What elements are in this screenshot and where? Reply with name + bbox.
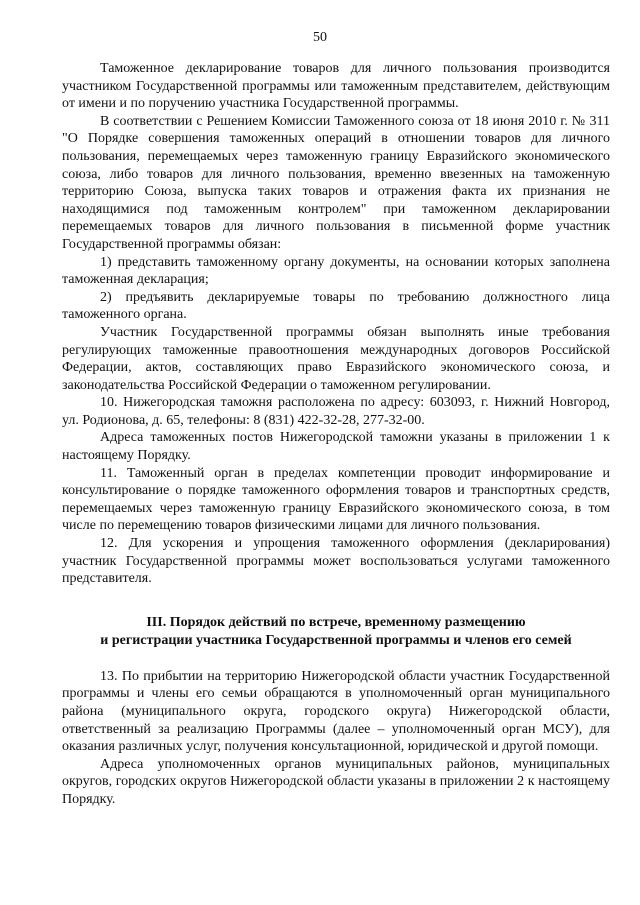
paragraph-other-requirements: Участник Государственной программы обязан выполнять иные требования регулирующих таможенные правоотношения международных договоров Российской Федерации, актов, составляющих право Евразийского экономического союза, и законодательства Российской Федерации о таможенном регулировании.	[62, 324, 610, 393]
paragraph-obligation-1: 1) представить таможенному органу документы, на основании которых заполнена таможенная декларация;	[62, 254, 610, 288]
section-heading-line-2: и регистрации участника Государственной программы и членов его семей	[100, 632, 572, 648]
page-number: 50	[313, 30, 327, 45]
paragraph-item-12: 12. Для ускорения и упрощения таможенного оформления (декларирования) участник Государственной программы может воспользоваться услугами таможенного представителя.	[62, 536, 610, 587]
paragraph-authorized-bodies: Адреса уполномоченных органов муниципальных районов, муниципальных округов, городских округов Нижегородской области указаны в приложении 2 к настоящему Порядку.	[62, 756, 610, 807]
paragraph-obligation-2: 2) предъявить декларируемые товары по требованию должностного лица таможенного органа.	[62, 289, 610, 323]
paragraph-customs-declaration: Таможенное декларирование товаров для личного пользования производится участником Государственной программы или таможенным представителем, действующим от имени и по поручению участника Государственной программы.	[62, 61, 610, 112]
section-heading-line-1: III. Порядок действий по встрече, временному размещению	[146, 614, 526, 630]
section-heading	[62, 614, 610, 650]
paragraph-customs-posts: Адреса таможенных постов Нижегородской таможни указаны в приложении 1 к настоящему Порядку.	[62, 430, 610, 464]
paragraph-commission-decision: В соответствии с Решением Комиссии Таможенного союза от 18 июня 2010 г. № 311 "О Порядке совершения таможенных операций в отношении товаров для личного пользования, перемещаемых через таможенную границу Евразийского экономического союза, либо товаров для личного пользования, временно ввезенных на таможенную территорию Союза, выпуска таких товаров и отражения факта их признания не находящимися под таможенным контролем" при таможенном декларировании перемещаемых товаров для личного пользования в письменной форме участник Государственной программы обязан:	[62, 113, 610, 252]
paragraph-item-13: 13. По прибытии на территорию Нижегородской области участник Государственной программы и члены его семьи обращаются в уполномоченный орган муниципального района (муниципального округа, городского округа) Нижегородской области, ответственный за реализацию Программы (далее – уполномоченный орган МСУ), для оказания различных услуг, получения консультационной, юридической и другой помощи.	[62, 668, 610, 755]
document-body	[62, 60, 610, 809]
paragraph-item-11: 11. Таможенный орган в пределах компетенции проводит информирование и консультирование о порядке таможенного оформления товаров и транспортных средств, перемещаемых через таможенную границу Евразийского экономического союза, в том числе по перемещению товаров физическими лицами для личного пользования.	[62, 465, 610, 534]
paragraph-item-10: 10. Нижегородская таможня расположена по адресу: 603093, г. Нижний Новгород, ул. Родионова, д. 65, телефоны: 8 (831) 422-32-28, 277-32-00.	[62, 395, 610, 428]
